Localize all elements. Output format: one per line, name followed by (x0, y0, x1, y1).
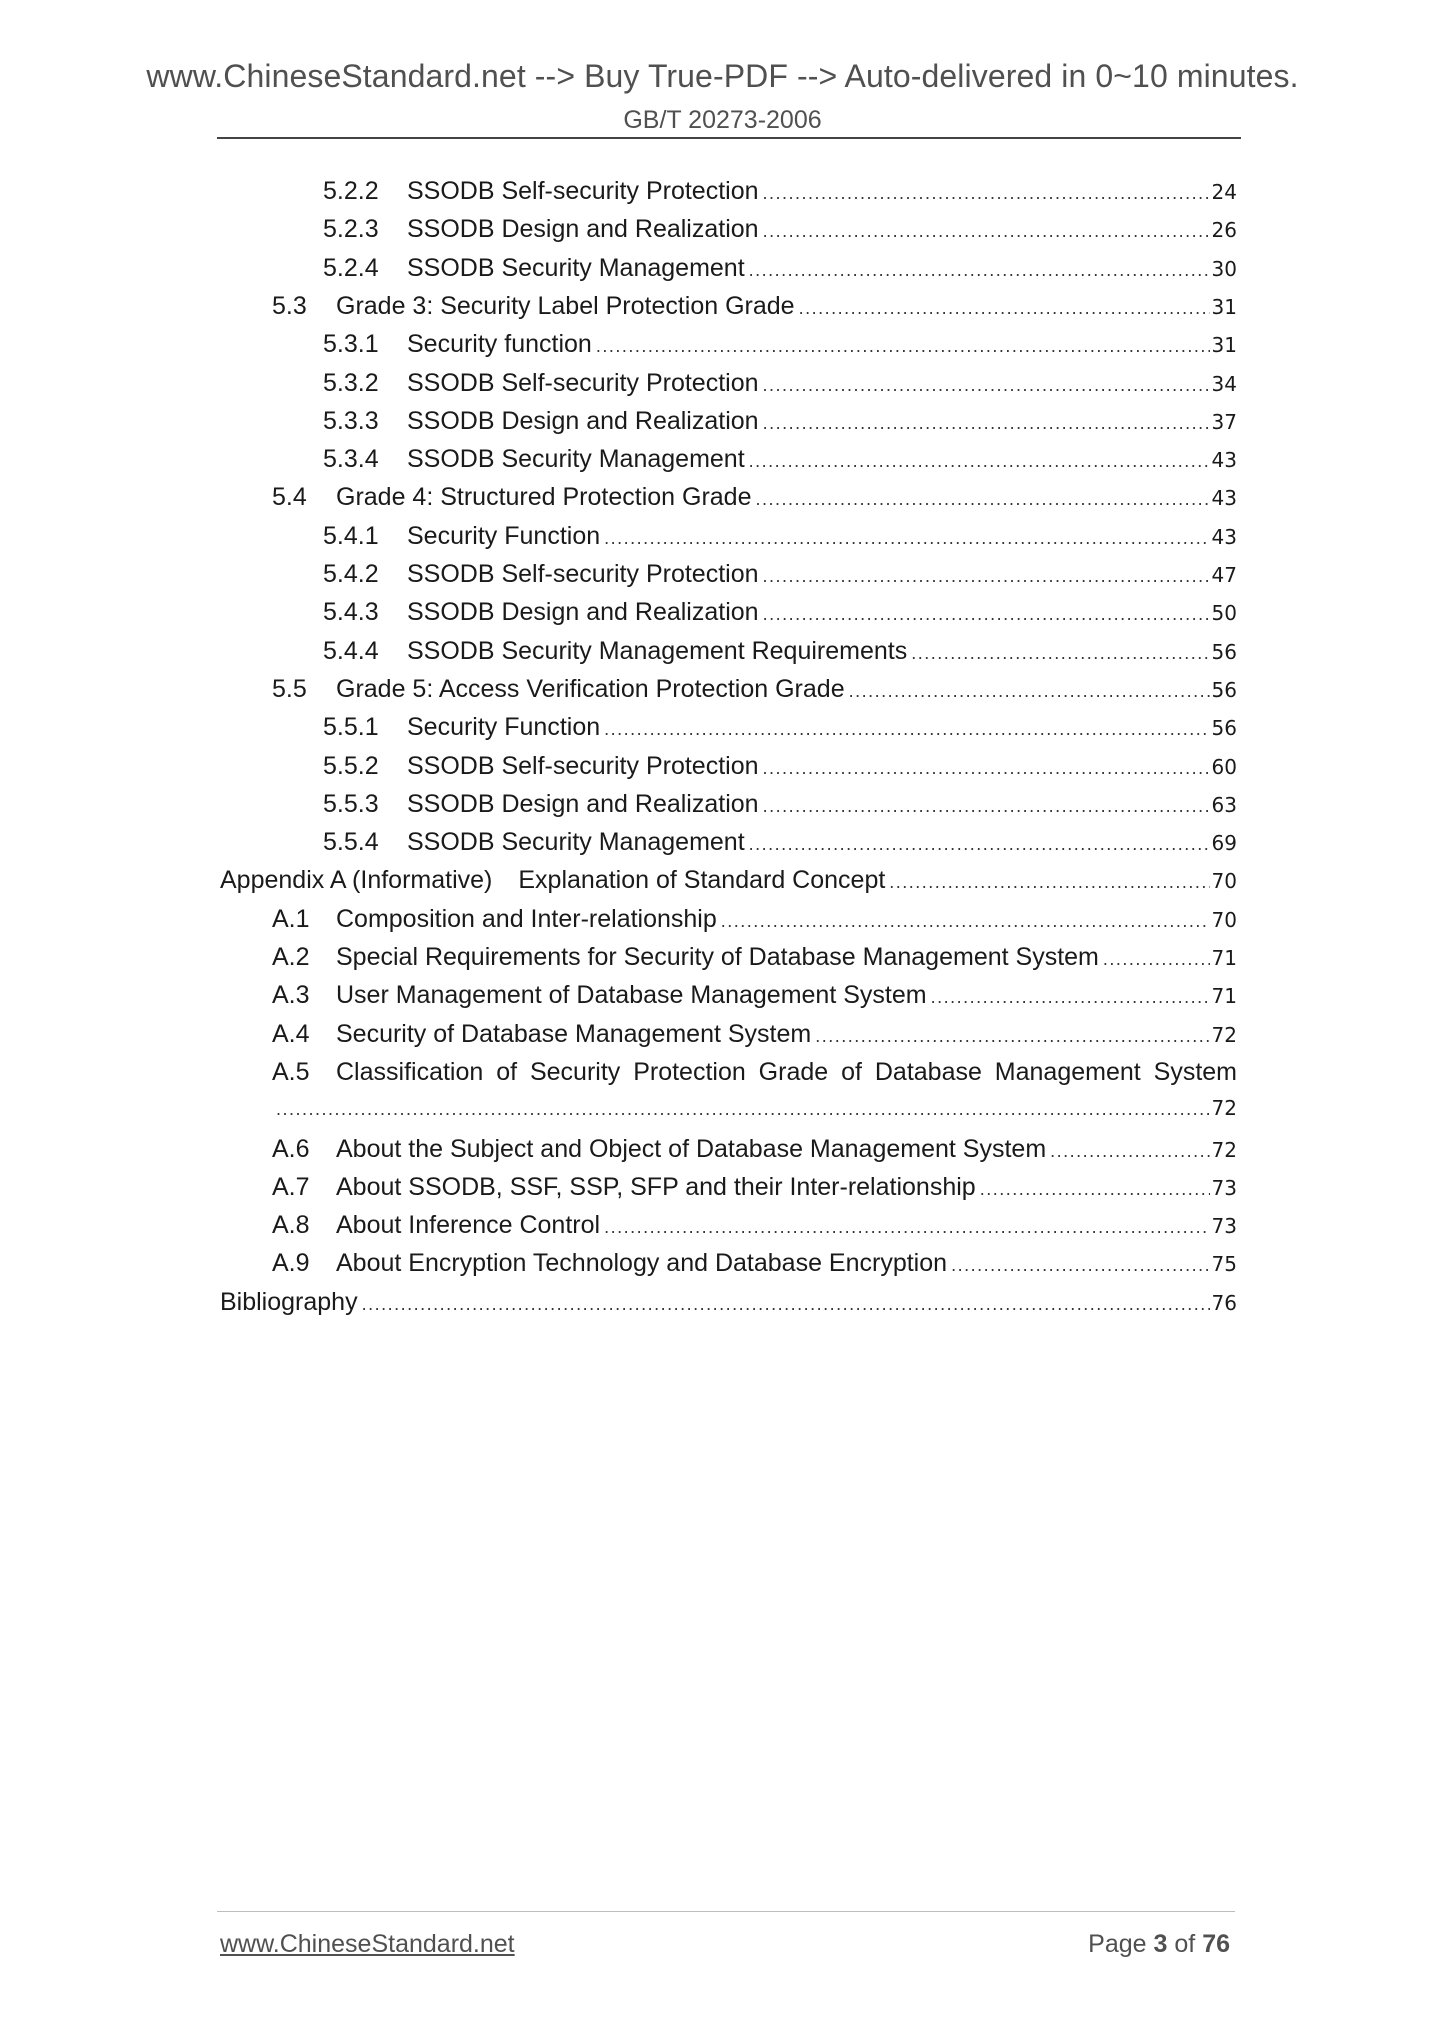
header-banner: www.ChineseStandard.net --> Buy True-PDF --> Auto-delivered in 0~10 minutes. (146, 58, 1299, 94)
toc-entry[interactable] (272, 1249, 1237, 1287)
toc-entry-number: 5.2.2 (323, 177, 379, 205)
toc-entry[interactable] (323, 330, 1237, 368)
toc-entry-title: Security Function (407, 713, 601, 742)
toc-entry[interactable] (272, 292, 1237, 330)
page-of-label: of (1174, 1930, 1196, 1958)
toc-leader-dots (749, 451, 1210, 472)
toc-entry[interactable] (220, 1288, 1237, 1326)
toc-entry-page: 43 (1211, 486, 1237, 511)
toc-leader-dots (276, 1099, 1210, 1120)
toc-entry-page: 60 (1211, 754, 1237, 779)
toc-entry-page: 76 (1211, 1290, 1237, 1315)
toc-leader-dots (721, 911, 1210, 932)
toc-entry-number: 5.4.1 (323, 521, 379, 550)
toc-entry-number: 5.2.3 (323, 215, 379, 244)
footer-site-link[interactable]: www.ChineseStandard.net (220, 1930, 515, 1958)
document-number: GB/T 20273-2006 (623, 106, 822, 134)
toc-entry-number: 5.5 (272, 674, 307, 703)
toc-entry-title: Security of Database Management System (336, 1019, 812, 1048)
toc-entry-title: Explanation of Standard Concept (518, 866, 886, 895)
toc-entry[interactable] (272, 483, 1237, 521)
page-label: Page (1088, 1930, 1147, 1958)
toc-entry-continuation[interactable] (272, 1096, 1237, 1134)
toc-leader-dots (756, 489, 1210, 510)
toc-entry-number: A.2 (272, 943, 310, 971)
toc-leader-dots (763, 758, 1210, 779)
toc-entry-number: 5.3 (272, 291, 307, 320)
toc-entry-number: A.3 (272, 981, 310, 1010)
toc-entry-title: Security Function (407, 521, 601, 550)
toc-entry-title: SSODB Security Management (407, 253, 745, 282)
toc-entry-title: SSODB Self-security Protection (407, 560, 759, 588)
toc-entry-page: 69 (1211, 831, 1237, 856)
toc-entry-page: 31 (1211, 294, 1237, 319)
toc-entry-title: SSODB Design and Realization (407, 789, 759, 818)
toc-entry-title: Special Requirements for Security of Database Management System (336, 943, 1099, 971)
toc-entry-number: A.1 (272, 904, 310, 933)
toc-entry-title: About Encryption Technology and Database Encryption (336, 1249, 948, 1278)
toc-entry[interactable] (323, 445, 1237, 483)
toc-entry[interactable] (323, 637, 1237, 675)
toc-entry-title: Grade 5: Access Verification Protection Grade (336, 674, 845, 703)
toc-entry-page: 71 (1211, 984, 1237, 1009)
header-divider (217, 137, 1241, 139)
toc-leader-dots (763, 221, 1210, 242)
toc-entry-title: Bibliography (220, 1287, 358, 1316)
toc-entry[interactable] (323, 713, 1237, 751)
toc-entry[interactable] (272, 943, 1237, 981)
total-pages-number: 76 (1202, 1930, 1230, 1958)
toc-entry[interactable] (220, 866, 1237, 904)
toc-entry-page: 34 (1211, 371, 1237, 396)
toc-entry-number: 5.4.4 (323, 636, 379, 665)
toc-leader-dots (763, 796, 1210, 817)
toc-leader-dots (980, 1179, 1210, 1200)
toc-entry-page: 70 (1211, 907, 1237, 932)
toc-leader-dots (763, 183, 1210, 204)
toc-entry-title: Grade 3: Security Label Protection Grade (336, 291, 795, 320)
toc-entry-title: SSODB Self-security Protection (407, 368, 759, 397)
toc-entry-number: 5.5.3 (323, 789, 379, 818)
toc-entry-title: User Management of Database Management System (336, 981, 927, 1010)
toc-leader-dots (763, 604, 1210, 625)
toc-entry-title: About the Subject and Object of Database Management System (336, 1134, 1047, 1163)
toc-entry-number: 5.5.4 (323, 828, 379, 857)
current-page-number: 3 (1153, 1930, 1168, 1958)
toc-entry[interactable] (323, 522, 1237, 560)
toc-entry[interactable] (323, 254, 1237, 292)
toc-entry-page: 72 (1211, 1022, 1237, 1047)
toc-entry-page: 73 (1211, 1175, 1237, 1200)
toc-entry-page: 71 (1211, 946, 1237, 970)
toc-leader-dots (849, 681, 1210, 702)
toc-entry-title: About SSODB, SSF, SSP, SFP and their Inter-relationship (336, 1172, 976, 1201)
toc-entry[interactable] (272, 1211, 1237, 1249)
toc-entry[interactable] (323, 828, 1237, 866)
toc-entry-page: 63 (1211, 792, 1237, 817)
toc-entry-title: SSODB Security Management (407, 445, 745, 474)
toc-leader-dots (931, 987, 1210, 1008)
toc-entry-number: 5.4.2 (323, 560, 379, 588)
toc-entry[interactable] (323, 215, 1237, 253)
toc-entry-number: A.9 (272, 1249, 310, 1278)
toc-entry-page: 72 (1211, 1096, 1237, 1121)
toc-leader-dots (799, 298, 1210, 319)
toc-entry-title: Grade 4: Structured Protection Grade (336, 483, 752, 512)
toc-entry-page: 50 (1211, 601, 1237, 626)
toc-leader-dots (1050, 1141, 1209, 1162)
toc-entry-title: SSODB Security Management Requirements (407, 636, 908, 665)
toc-entry[interactable] (323, 752, 1237, 790)
toc-entry-title: SSODB Design and Realization (407, 406, 759, 435)
toc-entry[interactable] (323, 560, 1237, 598)
toc-entry-number: 5.3.1 (323, 330, 379, 359)
toc-entry-page: 30 (1211, 256, 1237, 281)
toc-entry-page: 31 (1211, 333, 1237, 358)
toc-entry[interactable] (323, 790, 1237, 828)
toc-entry[interactable] (323, 407, 1237, 445)
toc-entry-number: A.6 (272, 1134, 310, 1163)
toc-entry[interactable] (323, 598, 1237, 636)
toc-entry-page: 72 (1211, 1137, 1237, 1162)
toc-leader-dots (749, 260, 1210, 281)
toc-entry-title: Security function (407, 330, 592, 359)
toc-leader-dots (604, 1217, 1209, 1238)
toc-leader-dots (749, 834, 1210, 855)
toc-entry-page: 56 (1211, 639, 1237, 664)
toc-entry[interactable] (272, 1173, 1237, 1211)
toc-entry-page: 70 (1211, 869, 1237, 894)
toc-entry-title: SSODB Design and Realization (407, 598, 759, 627)
toc-entry-page: 24 (1211, 180, 1237, 204)
toc-entry[interactable] (272, 675, 1237, 713)
toc-entry-page: 43 (1211, 448, 1237, 473)
toc-leader-dots (604, 719, 1209, 740)
toc-entry-title: About Inference Control (336, 1211, 601, 1240)
toc-entry-page: 47 (1211, 563, 1237, 587)
toc-entry-number: A.5 (272, 1057, 310, 1086)
toc-entry-number: 5.4.3 (323, 598, 379, 627)
toc-leader-dots (951, 1255, 1209, 1276)
toc-leader-dots (604, 528, 1209, 549)
toc-entry-title: Classification of Security Protection Grade of Database Management System (336, 1057, 1237, 1086)
toc-entry-title: SSODB Self-security Protection (407, 751, 759, 780)
toc-entry-page: 73 (1211, 1214, 1237, 1239)
toc-entry[interactable] (272, 905, 1237, 943)
toc-entry-title: SSODB Design and Realization (407, 215, 759, 244)
toc-entry-page: 26 (1211, 218, 1237, 243)
toc-entry-number: Appendix A (Informative) (220, 866, 493, 895)
toc-leader-dots (763, 413, 1210, 434)
toc-leader-dots (1103, 949, 1210, 970)
toc-entry-number: 5.5.2 (323, 751, 379, 780)
toc-entry-number: 5.2.4 (323, 253, 379, 282)
toc-entry[interactable] (272, 1020, 1237, 1058)
toc-leader-dots (911, 643, 1209, 664)
page-indicator (1088, 1930, 1230, 1959)
toc-leader-dots (815, 1026, 1209, 1047)
toc-entry-number: A.8 (272, 1211, 310, 1240)
toc-leader-dots (763, 566, 1210, 587)
toc-leader-dots (362, 1294, 1210, 1315)
toc-entry[interactable] (272, 1058, 1237, 1096)
toc-entry[interactable] (323, 369, 1237, 407)
toc-entry[interactable] (323, 177, 1237, 215)
toc-entry-title: SSODB Security Management (407, 828, 745, 857)
toc-entry-page: 56 (1211, 716, 1237, 741)
toc-entry-page: 75 (1211, 1252, 1237, 1277)
toc-leader-dots (596, 336, 1210, 357)
toc-leader-dots (763, 375, 1210, 396)
toc-entry-number: 5.3.4 (323, 445, 379, 474)
toc-entry[interactable] (272, 981, 1237, 1019)
toc-entry-title: SSODB Self-security Protection (407, 177, 759, 205)
toc-entry-page: 56 (1211, 677, 1237, 702)
toc-leader-dots (889, 872, 1209, 893)
toc-entry-page: 43 (1211, 524, 1237, 549)
toc-entry-number: 5.3.3 (323, 406, 379, 435)
toc-entry-number: A.7 (272, 1172, 310, 1201)
toc-entry-number: 5.5.1 (323, 713, 379, 742)
toc-entry-number: 5.3.2 (323, 368, 379, 397)
toc-entry-number: 5.4 (272, 483, 307, 512)
toc-entry-page: 37 (1211, 409, 1237, 434)
toc-entry-number: A.4 (272, 1019, 310, 1048)
footer-divider (217, 1911, 1235, 1912)
toc-entry[interactable] (272, 1135, 1237, 1173)
toc-entry-title: Composition and Inter-relationship (336, 904, 717, 933)
